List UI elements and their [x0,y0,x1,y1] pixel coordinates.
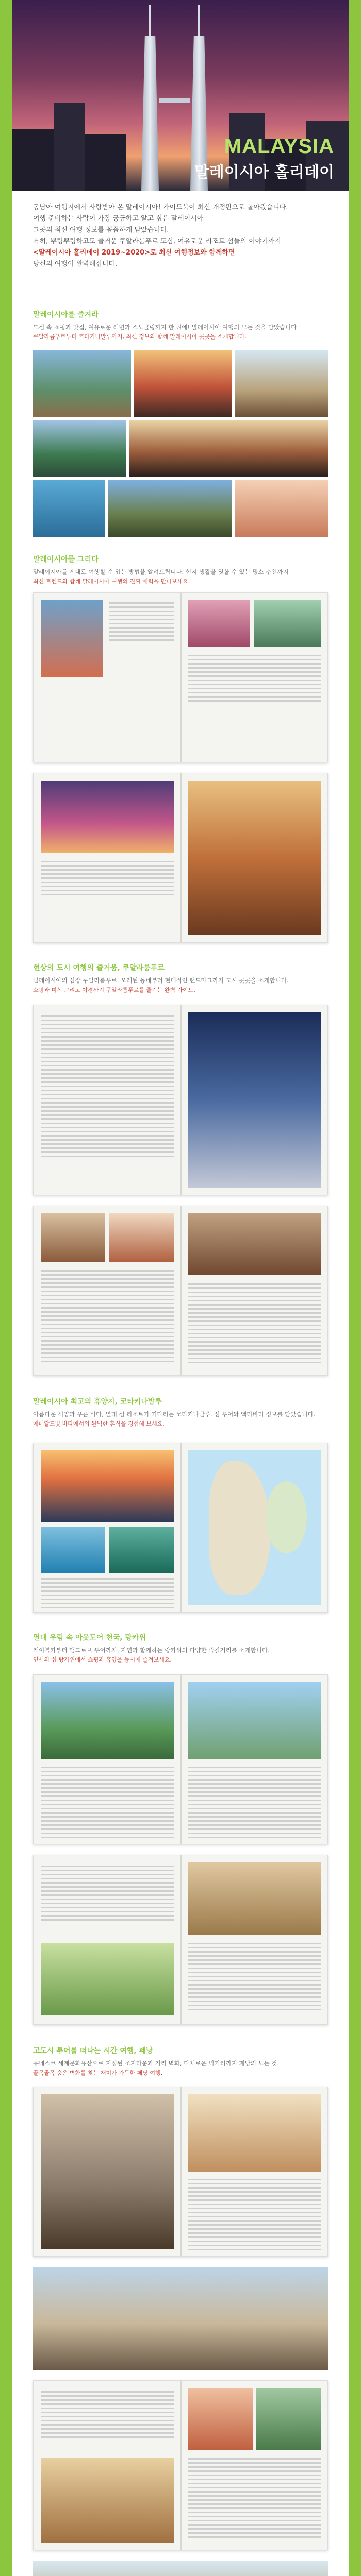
spread-photo [41,600,103,677]
spread-photo [188,2388,253,2450]
spread-photo [256,2388,321,2450]
section-heading: 고도시 투어를 떠나는 시간 여행, 페낭 [33,2047,153,2055]
photo-mosque [108,480,232,537]
section-note: 쿠알라룸푸르부터 코타키나발루까지, 최신 정보와 함께 말레이시아 곳곳을 소개합니다. [33,333,247,340]
spread-photo [41,1943,174,2015]
spread-gutter [180,1206,182,1375]
tower-spire [149,5,151,36]
photo-sea [33,480,105,537]
section-body: 말레이시아를 제대로 여행할 수 있는 방법을 알려드립니다. 현지 생활을 엿볼 수 있는 명소 추천까지 [33,568,289,575]
spread-map [188,1450,321,1605]
intro-line: 여행 준비하는 사람이 가장 궁금하고 알고 싶은 말레이시아 [33,215,204,223]
spread-gutter [180,1855,182,2024]
spread-photo [188,1682,321,1759]
hero-banner [12,0,349,191]
spread-photo [41,781,174,853]
intro-line-highlight: <말레이시아 홀리데이 2019~2020>로 최신 여행정보와 함께하면 [33,249,235,257]
page-frame [12,0,349,2576]
intro-line: 특히, 뿌링뿌링하고도 즐거운 쿠알라룸푸르 도심, 여유로운 리조트 섬들의 이야기까지 [33,238,281,245]
spread-text [188,2458,321,2540]
spread-text [41,1866,174,1923]
spread-gutter [180,773,182,942]
section-body: 도심 속 쇼핑과 맛집, 여유로운 해변과 스노클링까지 한 권에! 말레이시아 여행의 모든 것을 담았습니다 [33,324,297,331]
spread-photo [254,600,321,647]
section-body: 말레이시아의 심장 쿠알라룸푸르. 오래된 동네부터 현대적인 랜드마크까지 도시 곳곳을 소개합니다. [33,977,289,984]
book-spread-1 [33,592,328,762]
hero-title-ko: 말레이시아 홀리데이 [194,163,334,181]
spread-text [188,1767,321,1841]
spread-photo [188,1213,321,1275]
spread-text [41,1578,174,1611]
book-spread-6 [33,1674,328,1844]
skyline-building [54,103,85,191]
spread-gutter [180,2087,182,2256]
spread-text [188,655,321,704]
spread-text [109,602,174,643]
petronas-tower-left [141,36,159,191]
spread-photo [41,1682,174,1759]
spread-photo [109,1213,174,1262]
section-heading: 말레이시아 최고의 휴양지, 코타키나발루 [33,1398,162,1406]
book-spread-8 [33,2087,328,2257]
section-note: 최신 트렌드와 함께 말레이시아 여행의 진짜 매력을 만나보세요. [33,578,190,585]
photo-mountain [129,420,328,477]
spread-text [188,1943,321,2013]
book-spread-4 [33,1206,328,1376]
spread-photo [188,2094,321,2172]
section-note: 골목골목 숨은 벽화를 찾는 재미가 가득한 페낭 여행. [33,2070,163,2076]
spread-photo [41,1213,105,1262]
spread-gutter [180,593,182,762]
skybridge [159,98,190,103]
intro-text [33,202,328,270]
spread-photo-sunset [41,1450,174,1522]
spread-text [41,1767,174,1841]
skyline-building [12,129,59,191]
spread-gutter [180,1443,182,1612]
section-note: 에메랄드빛 바다에서의 완벽한 휴식을 경험해 보세요. [33,1420,165,1427]
section-langkawi [33,1632,328,1665]
photo-heritage-building [33,2561,328,2576]
photo-penang-street [33,2267,328,2370]
book-spread-5 [33,1443,328,1613]
photo-food [235,480,328,537]
spread-photo [109,1527,174,1573]
book-spread-7 [33,1855,328,2025]
spread-photo-towers [188,1012,321,1188]
section-body: 케이블카부터 맹그로브 투어까지, 자연과 함께하는 랑카위의 다양한 즐길거리를 소개합니다. [33,1647,270,1654]
spread-photo-mural [41,2094,174,2249]
book-spread-9 [33,2380,328,2550]
intro-line: 동남아 여행지에서 사랑받아 온 말레이시아! 가이드북이 최신 개정판으로 돌아왔습니다. [33,204,288,211]
spread-gutter [180,2381,182,2550]
photo-street [33,350,131,417]
section-body: 유네스코 세계문화유산으로 지정된 조지타운과 거리 벽화, 다채로운 먹거리까지 페낭의 모든 것. [33,2060,280,2067]
spread-text [41,1015,174,1160]
section-body: 아름다운 석양과 푸른 바다, 열대 섬 리조트가 기다리는 코타키나발루. 섬 투어와 액티비티 정보를 담았습니다. [33,1411,316,1418]
spread-photo [41,1527,105,1573]
spread-photo [41,2458,174,2543]
spread-gutter [180,1005,182,1195]
spread-text [188,1283,321,1366]
section-heading: 말레이시아를 그리다 [33,555,99,564]
section-note: 면세의 섬 랑카위에서 쇼핑과 휴양을 동시에 즐겨보세요. [33,1656,172,1663]
section-heading: 열대 우림 속 아웃도어 천국, 랑카위 [33,1634,146,1642]
spread-text [41,2391,174,2441]
book-spread-3 [33,1005,328,1195]
map-landmass [266,1481,307,1553]
spread-photo [188,781,321,935]
section-kuala-lumpur [33,962,328,995]
spread-text [41,1270,174,1365]
spread-photo [188,600,250,647]
map-landmass [209,1461,271,1595]
book-spread-2 [33,773,328,943]
photo-market [134,350,232,417]
intro-line: 당신의 여행이 완벽해집니다. [33,260,118,268]
section-note: 쇼핑과 미식 그리고 야경까지 쿠알라룸푸르를 즐기는 완벽 가이드. [33,987,195,993]
section-heading: 말레이시아를 즐겨라 [33,311,99,319]
hero-title-en: MALAYSIA [224,135,334,158]
spread-text [41,861,174,898]
spread-photo [188,1862,321,1935]
section-enjoy [33,309,328,342]
intro-line: 그곳의 최신 여행 정보를 꼼꼼하게 담았습니다. [33,226,169,234]
skyline-building [85,134,126,191]
section-penang [33,2045,328,2078]
hero-title [194,135,334,182]
tower-spire [198,5,200,36]
photo-architecture [235,350,328,417]
section-kota-kinabalu [33,1396,328,1429]
photo-river [33,420,126,477]
section-heading: 현상의 도시 여행의 즐거움, 쿠알라룸푸르 [33,964,165,972]
section-draw [33,554,328,586]
spread-gutter [180,1675,182,1844]
spread-text [188,2179,321,2253]
